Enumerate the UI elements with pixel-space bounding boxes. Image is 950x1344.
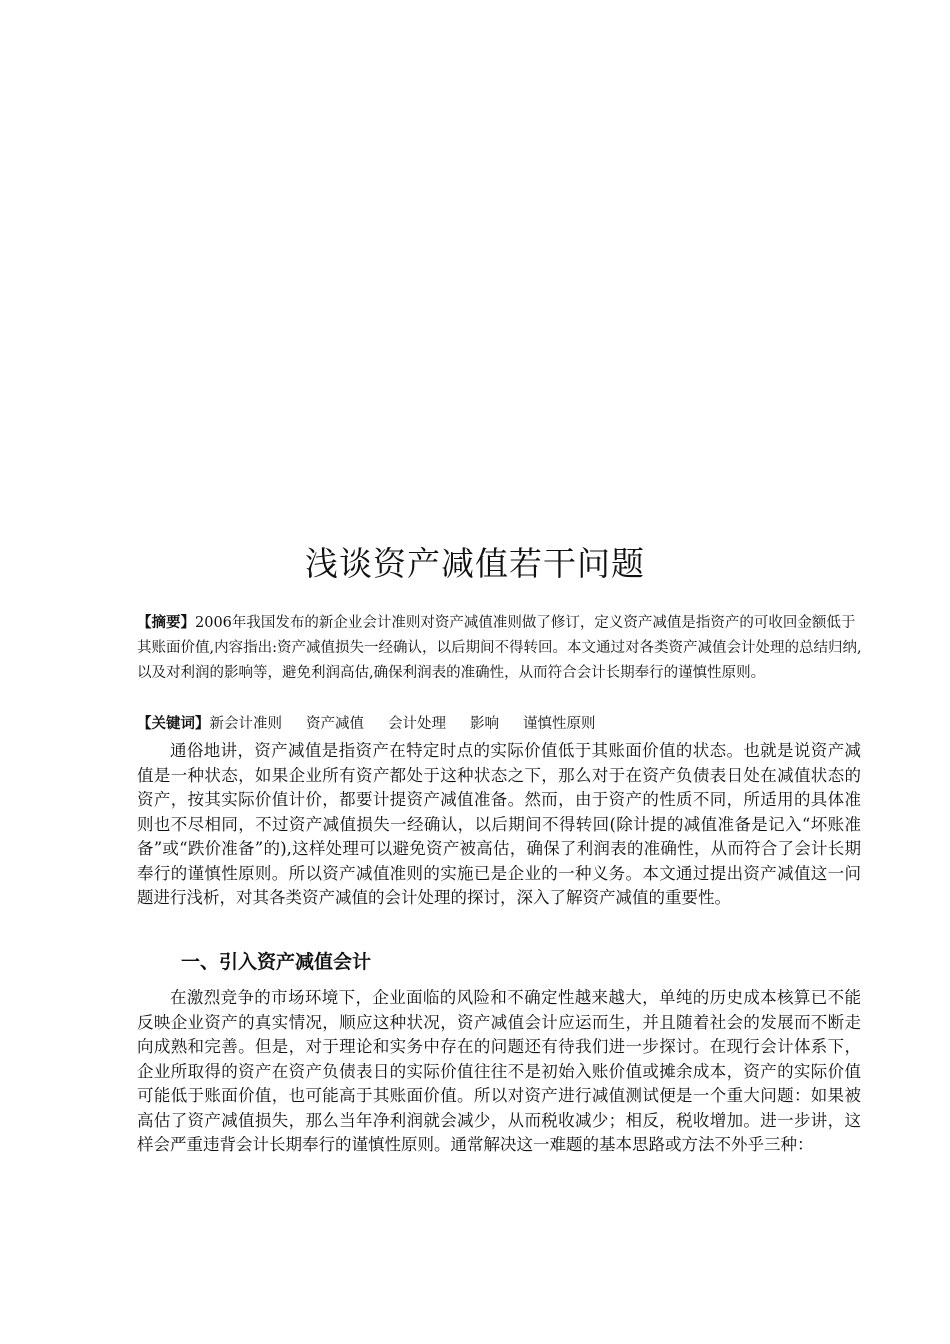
- keyword-item: 谨慎性原则: [523, 716, 596, 732]
- document-title: 浅谈资产减值若干问题: [305, 544, 645, 583]
- keywords: [137, 713, 863, 735]
- intro-paragraph: 通俗地讲，资产减值是指资产在特定时点的实际价值低于其账面价值的状态。也就是说资产减值是一种状态，如果企业所有资产都处于这种状态之下，那么对于在资产负债表日处在减值状态的资产，按其实际价值计价，都要计提资产减值准备。然而，由于资产的性质不同，所适用的具体准则也不尽相同，不过资产减值损失一经确认，以后期间不得转回(除计提的减值准备是记入“坏账准备”或“跌价准备”的),这样处理可以避免资产被高估，确保了利润表的准确性，从而符合了会计长期奉行的谨慎性原则。所以资产减值准则的实施已是企业的一种义务。本文通过提出资产减值这一问题进行浅析，对其各类资产减值的会计处理的探讨，深入了解资产减值的重要性。: [137, 741, 861, 907]
- abstract: [137, 611, 863, 686]
- keyword-item: 新会计准则: [209, 716, 282, 732]
- section-heading: 一、引入资产减值会计: [181, 951, 372, 973]
- keywords-label: 【关键词】: [137, 716, 210, 732]
- keyword-item: 资产减值: [306, 716, 364, 732]
- section-paragraph: 在激烈竞争的市场环境下，企业面临的风险和不确定性越来越大，单纯的历史成本核算已不能反映企业资产的真实情况，顺应这种状况，资产减值会计应运而生，并且随着社会的发展而不断走向成熟和完善。但是，对于理论和实务中存在的问题还有待我们进一步探讨。在现行会计体系下，企业所取得的资产在资产负债表日的实际价值往往不是初始入账价值或摊余成本，资产的实际价值可能低于账面价值，也可能高于其账面价值。所以对资产进行减值测试便是一个重大问题：如果被高估了资产减值损失，那么当年净利润就会减少，从而税收减少；相反，税收增加。进一步讲，这样会严重违背会计长期奉行的谨慎性原则。通常解决这一难题的基本思路或方法不外乎三种：: [137, 988, 861, 1154]
- keyword-item: 影响: [470, 716, 499, 732]
- abstract-text: 2006年我国发布的新企业会计准则对资产减值准则做了修订，定义资产减值是指资产的可收回金额低于其账面价值,内容指出:资产减值损失一经确认，以后期间不得转回。本文通过对各类资产减值会计处理的总结归纳,以及对利润的影响等，避免利润高估,确保利润表的准确性，从而符合会计长期奉行的谨慎性原则。: [137, 615, 862, 681]
- abstract-label: 【摘要】: [137, 615, 195, 631]
- keyword-item: 会计处理: [388, 716, 446, 732]
